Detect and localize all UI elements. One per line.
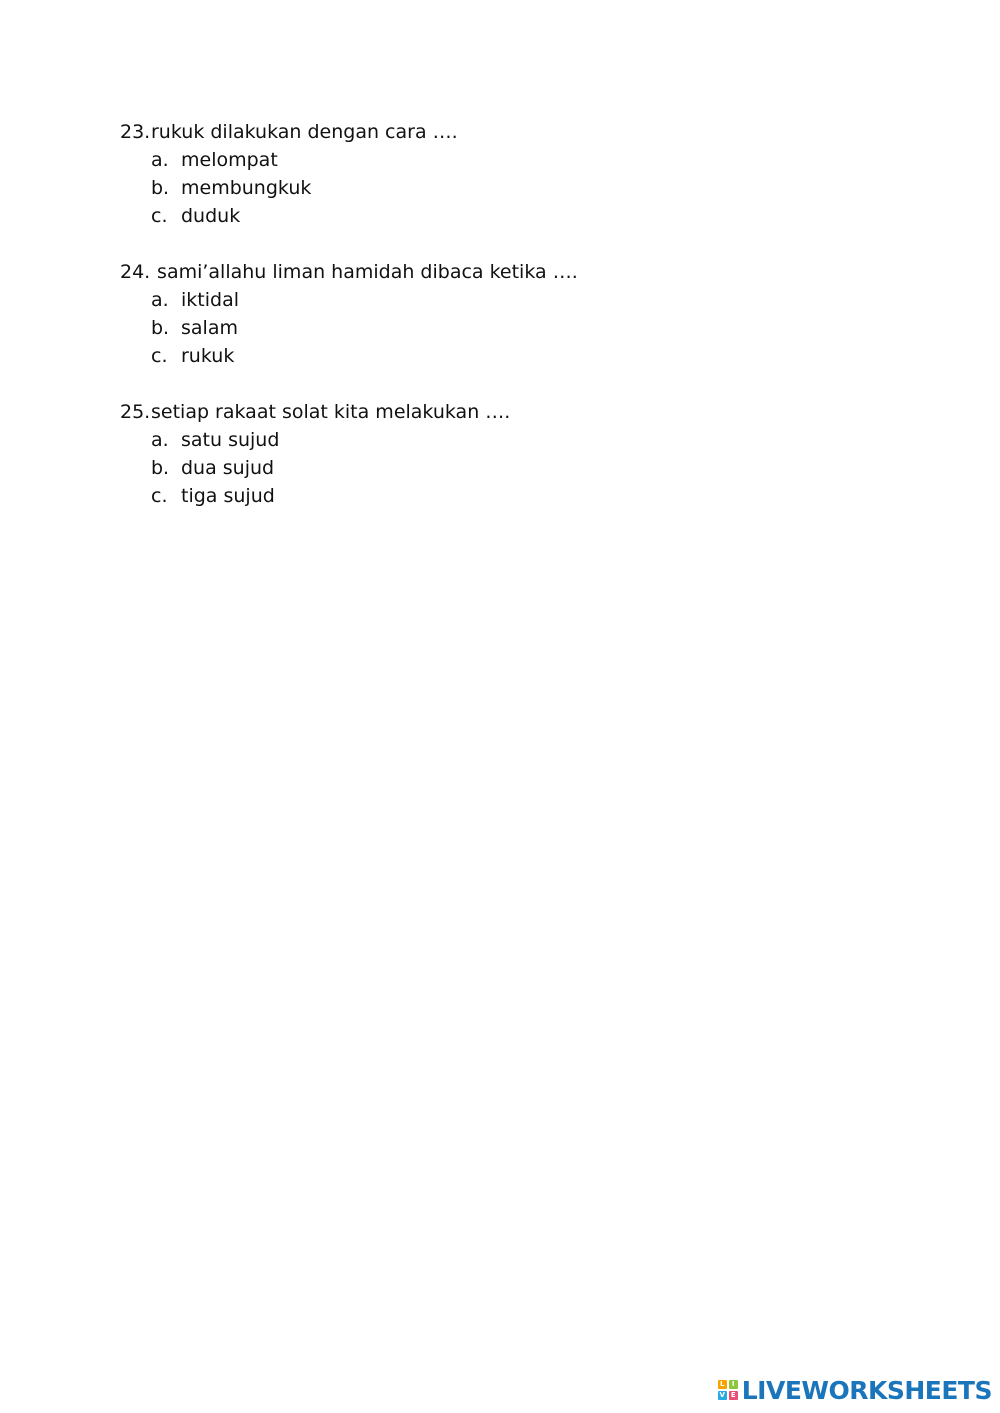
option-text: melompat bbox=[181, 149, 278, 171]
option-text: dua sujud bbox=[181, 457, 275, 479]
answer-option-b[interactable] bbox=[120, 454, 880, 482]
answer-option-a[interactable] bbox=[120, 286, 880, 314]
question-stem bbox=[120, 258, 880, 286]
option-text: rukuk bbox=[181, 345, 235, 367]
logo-cell: I bbox=[729, 1380, 738, 1389]
answer-options bbox=[120, 286, 880, 370]
question-text: setiap rakaat solat kita melakukan …. bbox=[151, 401, 511, 423]
answer-option-c[interactable] bbox=[120, 202, 880, 230]
logo-cell: E bbox=[729, 1391, 738, 1400]
answer-option-b[interactable] bbox=[120, 314, 880, 342]
worksheet bbox=[120, 118, 880, 538]
watermark-text: LIVEWORKSHEETS bbox=[741, 1375, 992, 1405]
answer-options bbox=[120, 426, 880, 510]
option-letter: c. bbox=[151, 485, 168, 507]
question-number: 25. bbox=[120, 401, 151, 423]
option-letter: a. bbox=[151, 149, 169, 171]
question-number: 23. bbox=[120, 121, 151, 143]
option-letter: a. bbox=[151, 429, 169, 451]
answer-options bbox=[120, 146, 880, 230]
option-letter: b. bbox=[151, 177, 170, 199]
option-letter: b. bbox=[151, 317, 170, 339]
question-25 bbox=[120, 398, 880, 510]
liveworksheets-logo-icon bbox=[718, 1380, 738, 1400]
answer-option-c[interactable] bbox=[120, 482, 880, 510]
option-text: salam bbox=[181, 317, 238, 339]
option-letter: b. bbox=[151, 457, 170, 479]
option-text: tiga sujud bbox=[181, 485, 275, 507]
answer-option-c[interactable] bbox=[120, 342, 880, 370]
question-stem bbox=[120, 398, 880, 426]
option-letter: a. bbox=[151, 289, 169, 311]
question-stem bbox=[120, 118, 880, 146]
question-text: rukuk dilakukan dengan cara …. bbox=[151, 121, 458, 143]
liveworksheets-watermark bbox=[718, 1375, 992, 1405]
logo-cell: V bbox=[719, 1391, 725, 1399]
option-text: duduk bbox=[181, 205, 241, 227]
answer-option-b[interactable] bbox=[120, 174, 880, 202]
option-letter: c. bbox=[151, 205, 168, 227]
question-number: 24. bbox=[120, 261, 151, 283]
option-text: iktidal bbox=[181, 289, 239, 311]
option-text: satu sujud bbox=[181, 429, 280, 451]
logo-cell: L bbox=[718, 1380, 727, 1389]
question-23 bbox=[120, 118, 880, 230]
answer-option-a[interactable] bbox=[120, 146, 880, 174]
question-24 bbox=[120, 258, 880, 370]
answer-option-a[interactable] bbox=[120, 426, 880, 454]
option-text: membungkuk bbox=[181, 177, 312, 199]
option-letter: c. bbox=[151, 345, 168, 367]
question-text: sami’allahu liman hamidah dibaca ketika …. bbox=[151, 261, 578, 283]
